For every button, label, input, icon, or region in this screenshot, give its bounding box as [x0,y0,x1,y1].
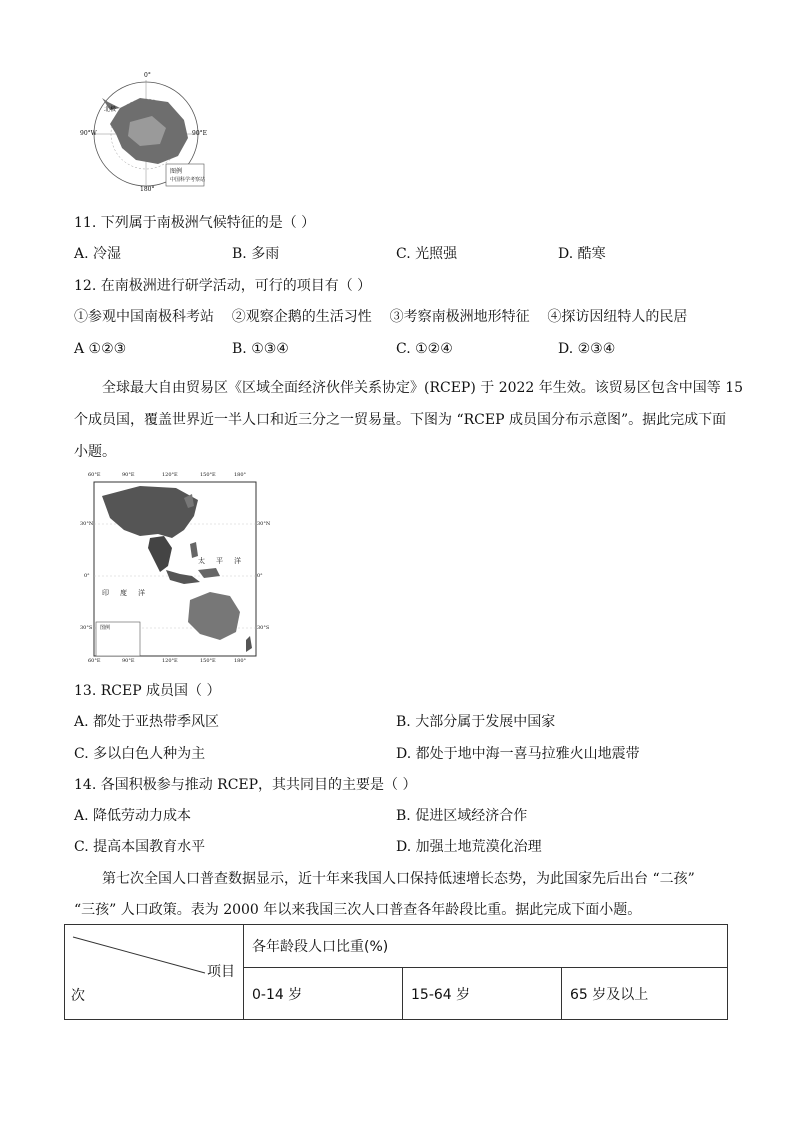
census-passage-line1: 第七次全国人口普查数据显示，近十年来我国人口保持低速增长态势，为此国家先后出台 “二孩” [102,871,695,887]
rcep-right-tick-0: 0° [257,573,263,579]
rcep-map-drawing [80,472,266,668]
rcep-top-tick-90e: 90°E [122,472,135,478]
q12-items: ①参观中国南极科考站 ②观察企鹅的生活习性 ③考察南极洲地形特征 ④探访因纽特人的民居 [74,309,688,325]
rcep-top-tick-180: 180° [234,472,247,478]
rcep-right-tick-30n: 30°N [257,521,271,527]
rcep-right-tick-30s: 30°S [257,625,270,631]
antarctica-map [80,72,210,192]
rcep-left-tick-30s: 30°S [80,625,93,631]
q13-option-d[interactable]: D. 都处于地中海一喜马拉雅火山地震带 [396,746,640,762]
q12-option-a[interactable]: A ①②③ [74,341,127,357]
table-col-0-14: 0-14 岁 [244,968,403,1020]
rcep-top-tick-120e: 120°E [162,472,178,478]
q12-option-c[interactable]: C. ①②④ [396,341,453,357]
rcep-legend-title: 图例 [100,625,111,631]
map-label-90w: 90°W [80,130,97,137]
map-legend-entry: 中国科学考察站 [170,177,206,183]
map-label-0: 0° [144,72,151,79]
rcep-ocean-label-1: 太 [198,557,205,565]
table-col-65-plus: 65 岁及以上 [562,968,728,1020]
rcep-map [80,472,271,668]
q11-stem: 11. 下列属于南极洲气候特征的是（ ） [74,215,316,231]
rcep-passage-line2: 个成员国，覆盖世界近一半人口和近三分之一贸易量。下图为 “RCEP 成员国分布示意图”。据此完成下面 [74,412,727,428]
q14-stem: 14. 各国积极参与推动 RCEP，其共同目的主要是（ ） [74,777,417,793]
map-label-90e: 90°E [192,130,208,137]
q14-option-a[interactable]: A. 降低劳动力成本 [74,808,192,824]
rcep-ocean-label-5: 度 [120,589,127,597]
table-corner-bottom: 次 [71,988,85,1004]
table-corner-top: 项目 [207,964,235,980]
q14-option-c[interactable]: C. 提高本国教育水平 [74,839,206,855]
q14-option-b[interactable]: B. 促进区域经济合作 [396,808,528,824]
q11-option-d[interactable]: D. 酷寒 [558,246,606,262]
map-label-180: 180° [140,186,155,193]
rcep-bottom-tick-90e: 90°E [122,658,135,664]
rcep-top-tick-150e: 150°E [200,472,216,478]
q13-option-c[interactable]: C. 多以白色人种为主 [74,746,206,762]
rcep-ocean-label-4: 印 [102,589,109,597]
q13-option-a[interactable]: A. 都处于亚热带季风区 [74,714,220,730]
q12-stem: 12. 在南极洲进行研学活动，可行的项目有（ ） [74,278,372,294]
rcep-bottom-tick-60e: 60°E [88,658,101,664]
rcep-bottom-tick-180: 180° [234,658,247,664]
q13-option-b[interactable]: B. 大部分属于发展中国家 [396,714,556,730]
map-label-north: 北极 [104,106,117,113]
rcep-left-tick-0: 0° [84,573,90,579]
q11-option-c[interactable]: C. 光照强 [396,246,458,262]
q12-option-d[interactable]: D. ②③④ [558,341,616,357]
table-col-15-64: 15-64 岁 [403,968,562,1020]
rcep-left-tick-30n: 30°N [80,521,94,527]
map-legend-title: 图例 [170,168,183,175]
census-passage-line2: “三孩” 人口政策。表为 2000 年以来我国三次人口普查各年龄段比重。据此完成下面小题。 [74,902,642,918]
rcep-bottom-tick-150e: 150°E [200,658,216,664]
table-corner-cell [65,925,244,1020]
antarctica-map-drawing [80,72,210,192]
rcep-top-tick-60e: 60°E [88,472,101,478]
rcep-ocean-label-6: 洋 [138,589,145,597]
rcep-ocean-label-3: 洋 [234,557,241,565]
rcep-passage-line3: 小题。 [74,444,116,460]
q14-option-d[interactable]: D. 加强土地荒漠化治理 [396,839,542,855]
rcep-passage-line1: 全球最大自由贸易区《区域全面经济伙伴关系协定》(RCEP) 于 2022 年生效。该贸易区包含中国等 15 [102,380,744,396]
q12-option-b[interactable]: B. ①③④ [232,341,289,357]
q11-option-b[interactable]: B. 多雨 [232,246,280,262]
q13-stem: 13. RCEP 成员国（ ） [74,683,221,699]
census-table [64,924,728,1020]
table-group-header: 各年龄段人口比重(%) [244,925,728,968]
rcep-ocean-label-2: 平 [216,557,223,565]
q11-option-a[interactable]: A. 冷湿 [74,246,122,262]
rcep-bottom-tick-120e: 120°E [162,658,178,664]
